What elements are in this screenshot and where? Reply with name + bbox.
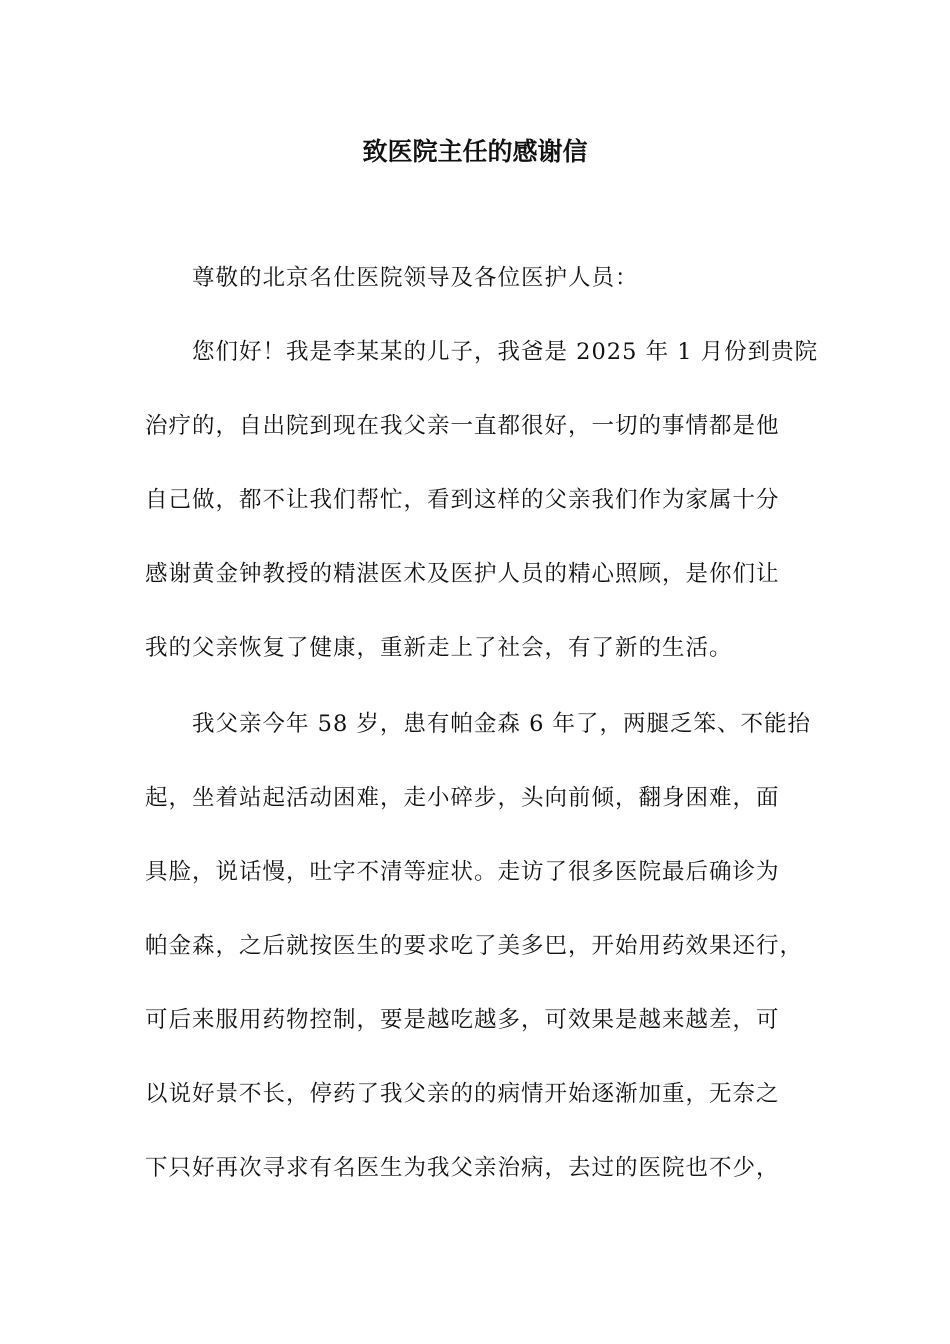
salutation: 尊敬的北京名仕医院领导及各位医护人员：	[192, 265, 639, 291]
paragraph-line: 我父亲今年 58 岁，患有帕金森 6 年了，两腿乏笨、不能抬	[192, 711, 812, 737]
paragraph-line: 具脸，说话慢，吐字不清等症状。走访了很多医院最后确诊为	[145, 859, 780, 885]
paragraph-line: 可后来服用药物控制，要是越吃越多，可效果是越来越差，可	[145, 1007, 780, 1033]
paragraph-line: 起，坐着站起活动困难，走小碎步，头向前倾，翻身困难，面	[145, 785, 780, 811]
paragraph-line: 您们好！我是李某某的儿子，我爸是 2025 年 1 月份到贵院	[192, 339, 819, 365]
paragraph-line: 治疗的，自出院到现在我父亲一直都很好，一切的事情都是他	[145, 413, 780, 439]
paragraph-line: 感谢黄金钟教授的精湛医术及医护人员的精心照顾，是你们让	[145, 561, 780, 587]
paragraph-line: 帕金森，之后就按医生的要求吃了美多巴，开始用药效果还行，	[145, 933, 804, 959]
paragraph-line: 以说好景不长，停药了我父亲的的病情开始逐渐加重，无奈之	[145, 1081, 780, 1107]
letter-title: 致医院主任的感谢信	[362, 137, 588, 166]
paragraph-line: 自己做，都不让我们帮忙，看到这样的父亲我们作为家属十分	[145, 487, 780, 513]
paragraph-line: 我的父亲恢复了健康，重新走上了社会，有了新的生活。	[145, 635, 733, 661]
paragraph-line: 下只好再次寻求有名医生为我父亲治病，去过的医院也不少，	[145, 1155, 780, 1181]
